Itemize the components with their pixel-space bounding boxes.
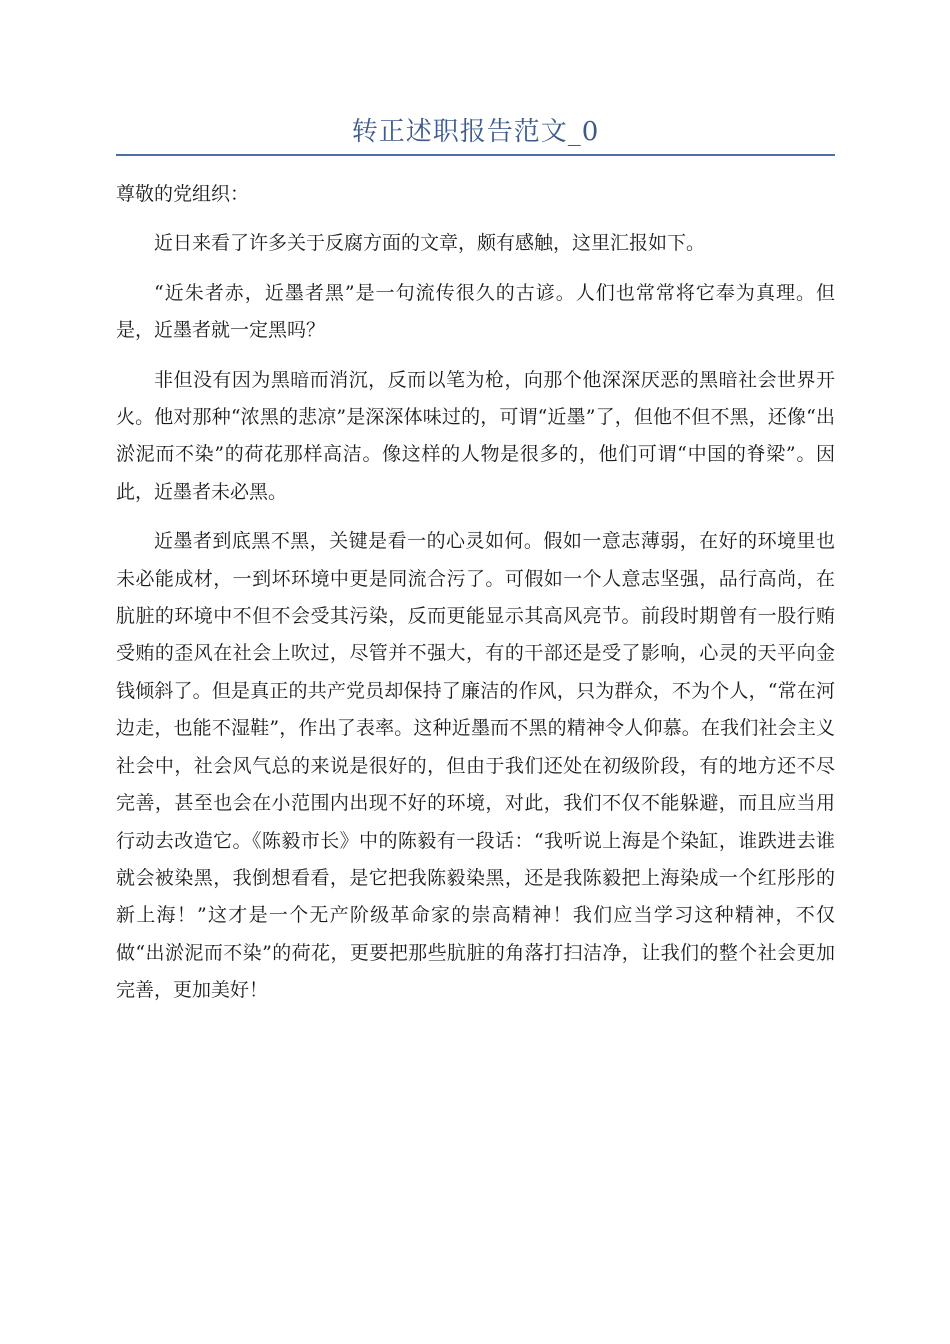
document-title: 转正述职报告范文_0 [351,117,600,147]
paragraph: 近墨者到底黑不黑，关键是看一的心灵如何。假如一意志薄弱，在好的环境里也未必能成材，一到坏环境中更是同流合污了。可假如一个人意志坚强，品行高尚，在肮脏的环境中不但不会受其污染，反而更能显示其高风亮节。前段时期曾有一股行贿受贿的歪风在社会上吹过，尽管并不强大，有的干部还是受了影响，心灵的天平向金钱倾斜了。但是真正的共产党员却保持了廉洁的作风，只为群众，不为个人，“常在河边走，也能不湿鞋”，作出了表率。这种近墨而不黑的精神令人仰慕。在我们社会主义社会中，社会风气总的来说是很好的，但由于我们还处在初级阶段，有的地方还不尽完善，甚至也会在小范围内出现不好的环境，对此，我们不仅不能躲避，而且应当用行动去改造它。《陈毅市长》中的陈毅有一段话：“我听说上海是个染缸，谁跌进去谁就会被染黑，我倒想看看，是它把我陈毅染黑，还是我陈毅把上海染成一个红彤彤的新上海！”这才是一个无产阶级革命家的崇高精神！我们应当学习这种精神，不仅做“出淤泥而不染”的荷花，更要把那些肮脏的角落打扫洁净，让我们的整个社会更加完善，更加美好！ [116,530,835,1002]
salutation: 尊敬的党组织： [116,183,250,205]
paragraph: “近朱者赤，近墨者黑”是一句流传很久的古谚。人们也常常将它奉为真理。但是，近墨者就一定黑吗？ [116,281,835,342]
paragraph: 非但没有因为黑暗而消沉，反而以笔为枪，向那个他深深厌恶的黑暗社会世界开火。他对那种“浓黑的悲凉”是深深体味过的，可谓“近墨”了，但他不但不黑，还像“出淤泥而不染”的荷花那样高洁。像这样的人物是很多的，他们可谓“中国的脊梁”。因此，近墨者未必黑。 [116,368,835,503]
paragraph: 近日来看了许多关于反腐方面的文章，颇有感触，这里汇报如下。 [154,232,706,255]
document-body [116,176,835,1022]
title-underline [116,154,835,156]
